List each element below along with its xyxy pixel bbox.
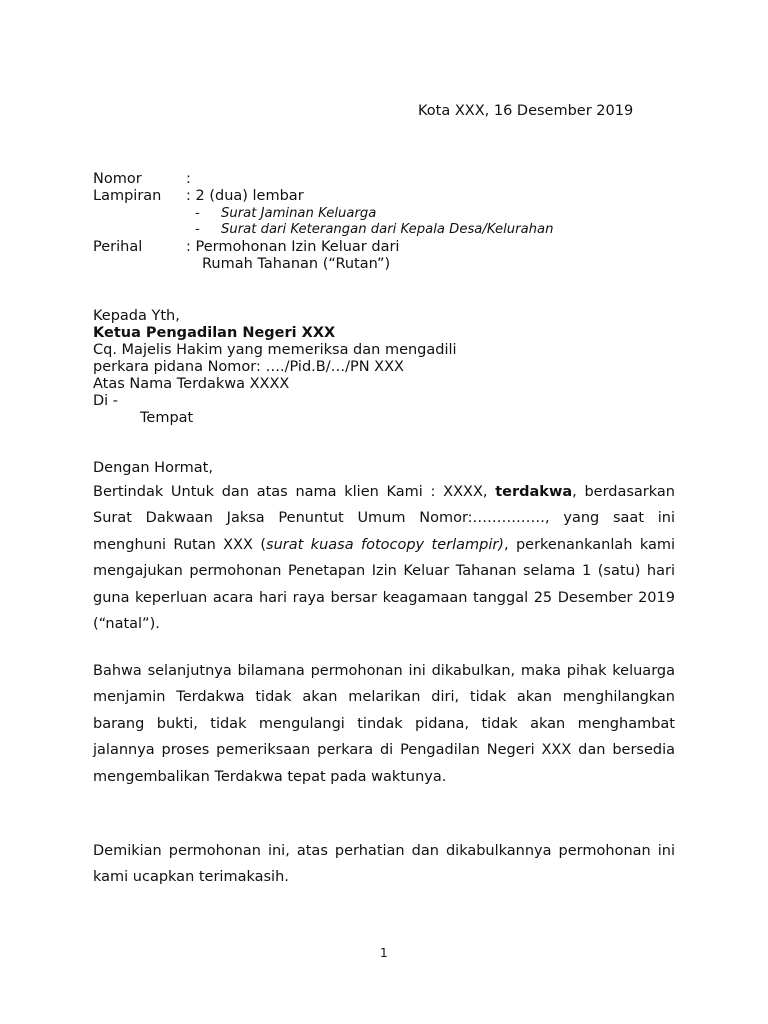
paragraph-1 (93, 479, 675, 637)
address-line: Cq. Majelis Hakim yang memeriksa dan mengadili (93, 342, 457, 358)
perihal-label: Perihal (93, 239, 143, 255)
list-dash: - (195, 222, 200, 237)
page-number: 1 (380, 946, 388, 960)
nomor-value: : (186, 171, 191, 187)
lampiran-item (195, 222, 553, 237)
perihal-value: : Permohonan Izin Keluar dari (186, 239, 400, 255)
paragraph-3: Demikian permohonan ini, atas perhatian dan dikabulkannya permohonan ini kami ucapkan terimakasih. (93, 843, 675, 886)
greeting: Kepada Yth, (93, 308, 180, 324)
paragraph-text: , berdasarkan Surat Dakwaan Jaksa Penuntut Umum Nomor:……………, yang saat ini menghuni Rutan XXX ( (93, 484, 675, 553)
paragraph-italic-text: surat kuasa fotocopy terlampir) (266, 536, 504, 553)
lampiran-label: Lampiran (93, 188, 162, 204)
recipient: Ketua Pengadilan Negeri XXX (93, 325, 336, 341)
address-line: Tempat (140, 410, 194, 426)
paragraph-text: Bertindak Untuk dan atas nama klien Kami : XXXX, (93, 484, 496, 500)
address-line: Atas Nama Terdakwa XXXX (93, 376, 290, 392)
lampiran-item-text: Surat dari Keterangan dari Kepala Desa/Kelurahan (221, 222, 554, 237)
address-line: perkara pidana Nomor: …./Pid.B/…/PN XXX (93, 359, 404, 375)
nomor-label: Nomor (93, 171, 142, 187)
paragraph-bold-text: terdakwa (495, 484, 573, 500)
lampiran-item (195, 206, 376, 221)
paragraph-2: Bahwa selanjutnya bilamana permohonan ini dikabulkan, maka pihak keluarga menjamin Terdakwa tidak akan melarikan diri, tidak akan menghilangkan barang bukti, tidak mengulangi tindak pidana, tidak akan menghambat jalannya proses pemeriksaan perkara di Pengadilan Negeri XXX dan bersedia mengembalikan Terdakwa tepat pada waktunya. (93, 663, 675, 785)
paragraph-text: , perkenankanlah kami mengajukan permohonan Penetapan Izin Keluar Tahanan selama 1 (satu) hari guna keperluan acara hari raya bersar keagamaan tanggal 25 Desember 2019 (“natal”). (93, 536, 675, 633)
lampiran-value: : 2 (dua) lembar (186, 188, 304, 204)
list-dash: - (195, 206, 200, 221)
date-line: Kota XXX, 16 Desember 2019 (418, 103, 634, 119)
perihal-value-continued: Rumah Tahanan (“Rutan”) (202, 256, 391, 272)
salutation: Dengan Hormat, (93, 460, 213, 476)
address-line: Di - (93, 393, 119, 409)
lampiran-item-text: Surat Jaminan Keluarga (221, 206, 377, 221)
